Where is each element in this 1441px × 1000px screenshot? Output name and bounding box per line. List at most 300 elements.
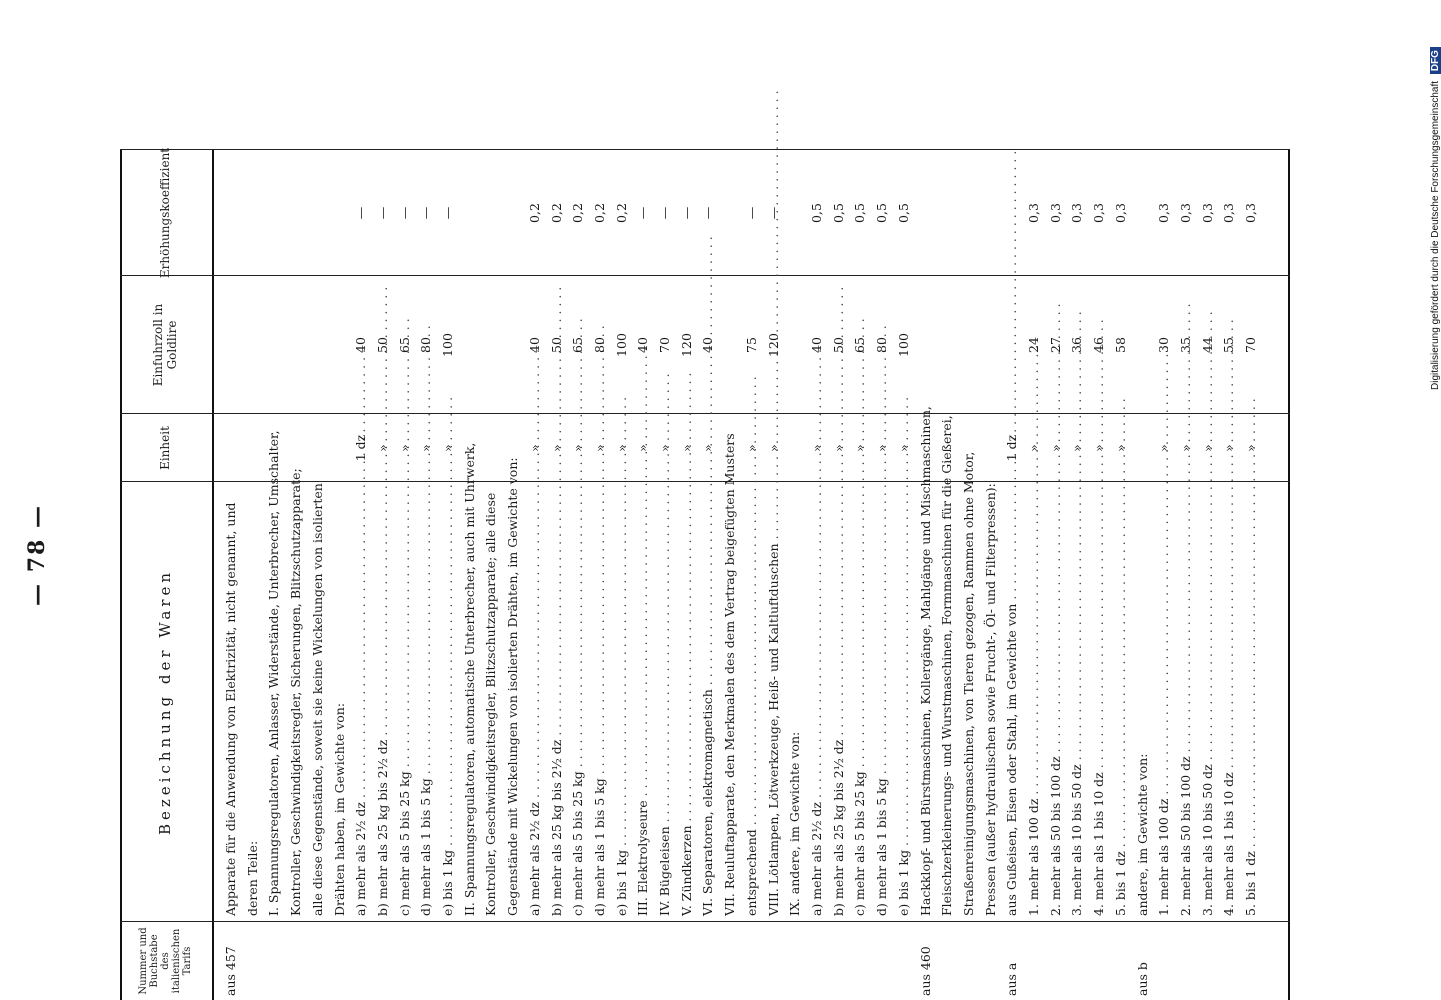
tariff-number — [567, 922, 589, 1000]
coefficient: 0,3 — [1243, 203, 1259, 223]
goods-description: c) mehr als 5 bis 25 kg . . . — [567, 482, 589, 922]
unit: » — [440, 444, 456, 452]
coefficient: — — [743, 206, 759, 220]
coefficient — [1001, 150, 1023, 276]
coefficient: — — [700, 206, 716, 220]
goods-description: a) mehr als 2½ dz . . . — [524, 482, 546, 922]
coefficient — [958, 150, 980, 276]
duty: 70 — [1243, 337, 1259, 353]
tariff-number — [1088, 922, 1110, 1000]
table-row — [1175, 150, 1197, 1000]
goods-description: VII. Reuluftapparate, den Merkmalen des dem Vertrag beigefügten Musters — [722, 433, 738, 916]
tariff-number — [806, 922, 828, 1000]
goods-description: Kontroller, Geschwindigkeitsregler, Blitzschutzapparate; alle diese — [483, 492, 499, 916]
goods-description: Hackklopf- und Bürstmaschinen, Kollergänge, Mahlgänge und Mischmaschinen, — [917, 406, 933, 916]
digitization-credit — [1430, 47, 1441, 390]
table-row — [719, 150, 741, 1000]
table-bottom-rule — [1288, 150, 1290, 1000]
duty: 36 — [1069, 337, 1085, 353]
tariff-number — [437, 922, 459, 1000]
tariff-number — [784, 922, 806, 1000]
duty — [1132, 276, 1154, 414]
header-bezeichnung: Bezeichnung der Waren — [156, 568, 174, 836]
table-row — [871, 150, 893, 1000]
table-row — [806, 150, 828, 1000]
duty — [307, 276, 329, 414]
duty: 70 — [657, 337, 673, 353]
table-row — [589, 150, 611, 1000]
unit: » — [374, 444, 390, 452]
tariff-number — [1045, 922, 1067, 1000]
coefficient — [307, 150, 329, 276]
tariff-number — [763, 922, 785, 1000]
goods-description: a) mehr als 2½ dz . . . — [806, 482, 828, 922]
duty: 65 — [396, 337, 412, 353]
goods-description: IX. andere, im Gewichte von: — [787, 731, 803, 916]
goods-description: 5. bis 1 dz . . . — [1240, 482, 1262, 922]
tariff-number — [1175, 922, 1197, 1000]
table-row — [654, 150, 676, 1000]
table-row — [546, 150, 568, 1000]
goods-description: 4. mehr als 1 bis 10 dz . . . — [1088, 482, 1110, 922]
unit: » — [657, 444, 673, 452]
coefficient: 0,3 — [1047, 203, 1063, 223]
table-row — [611, 150, 633, 1000]
tariff-number — [480, 922, 502, 1000]
coefficient: 0,3 — [1199, 203, 1215, 223]
table-row — [1110, 150, 1132, 1000]
duty: 24 — [1026, 337, 1042, 353]
tariff-number — [719, 922, 741, 1000]
tariff-number — [263, 922, 285, 1000]
coefficient: 0,3 — [1091, 203, 1107, 223]
goods-description: III. Elektrolyseure . . . — [632, 482, 654, 922]
goods-description: aus Gußeisen, Eisen oder Stahl, im Gewichte von . . . — [1001, 482, 1023, 922]
coefficient — [784, 150, 806, 276]
tariff-number — [1153, 922, 1175, 1000]
unit: » — [1047, 444, 1063, 452]
unit: » — [765, 444, 781, 452]
table-row — [784, 150, 806, 1000]
goods-description: e) bis 1 kg . . . — [437, 482, 459, 922]
table-row — [697, 150, 719, 1000]
unit: » — [1243, 444, 1259, 452]
unit: » — [1026, 444, 1042, 452]
coefficient — [220, 150, 242, 276]
table-row — [502, 150, 524, 1000]
coefficient: 0,2 — [526, 203, 542, 223]
header-koeffizient: Erhöhungskoeffizient — [158, 147, 172, 279]
unit: 1 dz — [353, 434, 369, 462]
table-row — [1045, 150, 1067, 1000]
duty: 100 — [895, 333, 911, 357]
coefficient: 0,3 — [1026, 203, 1042, 223]
coefficient: 0,2 — [570, 203, 586, 223]
tariff-number: aus 460 — [917, 946, 933, 996]
goods-description: b) mehr als 25 kg bis 2½ dz . . . — [372, 482, 394, 922]
goods-description: Gegenstände mit Wickelungen von isolierten Drähten, im Gewichte von: — [505, 457, 521, 916]
unit: » — [895, 444, 911, 452]
duty: 120 — [678, 333, 694, 357]
coefficient — [480, 150, 502, 276]
duty — [502, 276, 524, 414]
unit: » — [1112, 444, 1128, 452]
duty — [220, 276, 242, 414]
unit: » — [396, 444, 412, 452]
coefficient — [915, 150, 937, 276]
table-row — [220, 150, 242, 1000]
duty — [784, 276, 806, 414]
duty — [480, 276, 502, 414]
table-row — [958, 150, 980, 1000]
unit: » — [808, 444, 824, 452]
goods-description: e) bis 1 kg . . . — [893, 482, 915, 922]
duty: 27 — [1047, 337, 1063, 353]
coefficient: — — [765, 206, 781, 220]
table-row — [350, 150, 372, 1000]
tariff-number — [1066, 922, 1088, 1000]
table-row — [893, 150, 915, 1000]
tariff-number — [936, 922, 958, 1000]
unit: » — [1177, 444, 1193, 452]
tariff-number — [394, 922, 416, 1000]
unit: » — [678, 444, 694, 452]
duty: 35 — [1177, 337, 1193, 353]
duty — [329, 276, 351, 414]
tariff-number: aus 457 — [223, 946, 238, 996]
duty: 65 — [852, 337, 868, 353]
tariff-number: aus b — [1134, 962, 1150, 996]
goods-description: Fleischzerkleinerungs- und Wurstmaschinen, Formmaschinen für die Gießerei, — [939, 415, 955, 916]
goods-description: 2. mehr als 50 bis 100 dz . . . — [1175, 482, 1197, 922]
duty: 100 — [440, 333, 456, 357]
tariff-number — [871, 922, 893, 1000]
duty — [980, 276, 1002, 414]
table-row — [763, 150, 785, 1000]
coefficient — [719, 150, 741, 276]
coefficient: 0,3 — [1112, 203, 1128, 223]
unit — [285, 414, 307, 482]
duty: 55 — [1221, 337, 1237, 353]
duty: 50 — [830, 337, 846, 353]
duty — [936, 276, 958, 414]
tariff-number — [524, 922, 546, 1000]
table-row — [1240, 150, 1262, 1000]
goods-description: 1. mehr als 100 dz . . . — [1023, 482, 1045, 922]
unit: » — [1199, 444, 1215, 452]
coefficient — [936, 150, 958, 276]
unit — [958, 414, 980, 482]
table-row — [394, 150, 416, 1000]
dfg-logo: DFG — [1430, 47, 1441, 74]
unit: » — [1091, 444, 1107, 452]
table-row — [741, 150, 763, 1000]
table-row — [1066, 150, 1088, 1000]
goods-description: c) mehr als 5 bis 25 kg . . . — [849, 482, 871, 922]
coefficient — [285, 150, 307, 276]
goods-description: 4. mehr als 1 bis 10 dz . . . — [1218, 482, 1240, 922]
coefficient — [1132, 150, 1154, 276]
duty: 46 — [1091, 337, 1107, 353]
coefficient: 0,5 — [874, 203, 890, 223]
goods-description: d) mehr als 1 bis 5 kg . . . — [871, 482, 893, 922]
page-number: — 78 — — [24, 504, 50, 606]
coefficient: — — [374, 206, 390, 220]
goods-description: d) mehr als 1 bis 5 kg . . . — [415, 482, 437, 922]
goods-description: Drähten haben, im Gewichte von: — [331, 702, 347, 916]
table-row — [915, 150, 937, 1000]
duty: 80 — [591, 337, 607, 353]
unit: » — [418, 444, 434, 452]
goods-description: 1. mehr als 100 dz . . . — [1153, 482, 1175, 922]
coefficient: 0,5 — [852, 203, 868, 223]
unit: » — [830, 444, 846, 452]
table-body — [220, 150, 1262, 1000]
duty — [459, 276, 481, 414]
coefficient: — — [678, 206, 694, 220]
duty — [958, 276, 980, 414]
duty: 40 — [700, 337, 716, 353]
table-row — [1218, 150, 1240, 1000]
tariff-number — [546, 922, 568, 1000]
table-row — [263, 150, 285, 1000]
goods-description: Pressen (außer hydraulischen sowie Frucht-, Öl- und Filterpressen): — [982, 483, 998, 916]
unit: » — [570, 444, 586, 452]
table-row — [459, 150, 481, 1000]
unit — [936, 414, 958, 482]
tariff-number — [459, 922, 481, 1000]
table-row — [828, 150, 850, 1000]
coefficient: — — [440, 206, 456, 220]
coefficient — [329, 150, 351, 276]
tariff-number — [329, 922, 351, 1000]
tariff-number — [242, 922, 264, 1000]
unit: » — [613, 444, 629, 452]
goods-description: d) mehr als 1 bis 5 kg . . . — [589, 482, 611, 922]
unit: » — [1221, 444, 1237, 452]
duty: 80 — [874, 337, 890, 353]
coefficient: 0,5 — [830, 203, 846, 223]
duty: 30 — [1156, 337, 1172, 353]
tariff-number — [1023, 922, 1045, 1000]
duty — [915, 276, 937, 414]
duty: 44 — [1199, 337, 1215, 353]
goods-description: e) bis 1 kg . . . — [611, 482, 633, 922]
unit: » — [548, 444, 564, 452]
goods-description: II. Spannungsregulatoren, automatische Unterbrecher, auch mit Uhrwerk, — [461, 442, 477, 916]
coefficient: 0,2 — [548, 203, 564, 223]
goods-description: 2. mehr als 50 bis 100 dz . . . — [1045, 482, 1067, 922]
unit — [242, 414, 264, 482]
table-row — [849, 150, 871, 1000]
goods-description: V. Zündkerzen . . . — [676, 482, 698, 922]
tariff-number — [654, 922, 676, 1000]
goods-description: entsprechend . . . — [741, 482, 763, 922]
goods-description: IV. Bügeleisen . . . — [654, 482, 676, 922]
tariff-number — [372, 922, 394, 1000]
coefficient — [980, 150, 1002, 276]
tariff-number — [611, 922, 633, 1000]
tariff-number — [828, 922, 850, 1000]
duty: 50 — [548, 337, 564, 353]
duty: 75 — [743, 337, 759, 353]
coefficient: — — [396, 206, 412, 220]
tariff-number — [958, 922, 980, 1000]
coefficient: 0,3 — [1177, 203, 1193, 223]
table-row — [632, 150, 654, 1000]
unit: » — [852, 444, 868, 452]
table-row — [437, 150, 459, 1000]
coefficient: 0,2 — [613, 203, 629, 223]
unit: » — [1156, 444, 1172, 452]
tariff-number — [307, 922, 329, 1000]
unit: 1 dz — [1004, 434, 1020, 462]
goods-description: andere, im Gewichte von: — [1134, 753, 1150, 916]
table-row — [307, 150, 329, 1000]
duty — [719, 276, 741, 414]
coefficient: — — [353, 206, 369, 220]
duty — [263, 276, 285, 414]
unit: » — [591, 444, 607, 452]
unit — [1132, 414, 1154, 482]
table-row — [980, 150, 1002, 1000]
coefficient: — — [635, 206, 651, 220]
table-row — [480, 150, 502, 1000]
tariff-number — [350, 922, 372, 1000]
duty: 100 — [613, 333, 629, 357]
tariff-number — [741, 922, 763, 1000]
unit — [220, 414, 242, 482]
tariff-number — [893, 922, 915, 1000]
table-row — [936, 150, 958, 1000]
duty: 80 — [418, 337, 434, 353]
tariff-number — [697, 922, 719, 1000]
tariff-number — [980, 922, 1002, 1000]
tariff-number — [415, 922, 437, 1000]
tariff-number — [632, 922, 654, 1000]
coefficient — [502, 150, 524, 276]
duty — [285, 276, 307, 414]
duty: 40 — [353, 337, 369, 353]
coefficient: 0,3 — [1069, 203, 1085, 223]
goods-description: VI. Separatoren, elektromagnetisch . . . — [697, 482, 719, 922]
header-nummer: Nummer und Buchstabe des italienischen Tarifs — [137, 927, 193, 995]
duty — [1001, 276, 1023, 414]
unit: » — [700, 444, 716, 452]
table-row — [1132, 150, 1154, 1000]
table-row — [329, 150, 351, 1000]
goods-description: b) mehr als 25 kg bis 2½ dz . . . — [546, 482, 568, 922]
goods-description: Straßenreinigungsmaschinen, von Tieren gezogen, Rammen ohne Motor, — [960, 451, 976, 916]
table-row — [567, 150, 589, 1000]
goods-description: b) mehr als 25 kg bis 2½ dz . . . — [828, 482, 850, 922]
header-einheit: Einheit — [158, 426, 172, 470]
duty: 58 — [1112, 337, 1128, 353]
table-row — [676, 150, 698, 1000]
table-row — [242, 150, 264, 1000]
tariff-number — [1110, 922, 1132, 1000]
unit — [480, 414, 502, 482]
table-header-rule — [212, 150, 214, 1000]
goods-description: I. Spannungsregulatoren, Anlasser, Widerstände, Unterbrecher, Umschalter, — [266, 430, 282, 916]
unit — [459, 414, 481, 482]
unit — [915, 414, 937, 482]
goods-description: 3. mehr als 10 bis 50 dz . . . — [1197, 482, 1219, 922]
goods-description: a) mehr als 2½ dz . . . — [350, 482, 372, 922]
goods-description: alle diese Gegenstände, soweit sie keine Wickelungen von isolierten — [309, 483, 325, 916]
unit — [502, 414, 524, 482]
unit — [263, 414, 285, 482]
coefficient: — — [657, 206, 673, 220]
table-row — [1197, 150, 1219, 1000]
tariff-number — [849, 922, 871, 1000]
goods-description: VIII. Lötlampen, Lötwerkzeuge, Heiß- und Kaltluftduschen . . . — [763, 482, 785, 922]
tariff-number — [1240, 922, 1262, 1000]
goods-description: deren Teile: — [244, 840, 260, 916]
coefficient: 0,3 — [1156, 203, 1172, 223]
goods-description: c) mehr als 5 bis 25 kg . . . — [394, 482, 416, 922]
unit — [329, 414, 351, 482]
coefficient: 0,2 — [591, 203, 607, 223]
unit: » — [635, 444, 651, 452]
duty: 40 — [808, 337, 824, 353]
table-row — [372, 150, 394, 1000]
duty — [242, 276, 264, 414]
table-row — [1023, 150, 1045, 1000]
duty: 40 — [635, 337, 651, 353]
unit — [784, 414, 806, 482]
tariff-number — [1218, 922, 1240, 1000]
coefficient — [263, 150, 285, 276]
goods-description: 5. bis 1 dz . . . — [1110, 482, 1132, 922]
table-row — [524, 150, 546, 1000]
unit — [719, 414, 741, 482]
table-row — [1153, 150, 1175, 1000]
coefficient — [459, 150, 481, 276]
unit: » — [874, 444, 890, 452]
unit — [307, 414, 329, 482]
coefficient: 0,5 — [808, 203, 824, 223]
table-row — [285, 150, 307, 1000]
duty: 40 — [526, 337, 542, 353]
tariff-number — [589, 922, 611, 1000]
coefficient: 0,5 — [895, 203, 911, 223]
rotated-table — [24, 100, 1300, 1000]
unit: » — [526, 444, 542, 452]
table-row — [1088, 150, 1110, 1000]
unit — [980, 414, 1002, 482]
goods-description: Apparate für die Anwendung von Elektrizität, nicht genannt, und — [223, 502, 238, 916]
goods-description: Kontroller, Geschwindigkeitsregler, Sicherungen, Blitzschutzapparate; — [288, 468, 304, 916]
unit: » — [743, 444, 759, 452]
unit: » — [1069, 444, 1085, 452]
table-row — [1001, 150, 1023, 1000]
coefficient: 0,3 — [1221, 203, 1237, 223]
duty: 120 — [765, 333, 781, 357]
tariff-number — [285, 922, 307, 1000]
header-zoll: Einfuhrzoll in Goldlire — [151, 303, 179, 387]
coefficient: — — [418, 206, 434, 220]
tariff-number — [676, 922, 698, 1000]
credit-text: Digitalisierung gefördert durch die Deutsche Forschungsgemeinschaft — [1430, 80, 1441, 390]
table-row — [415, 150, 437, 1000]
duty: 65 — [570, 337, 586, 353]
duty: 50 — [374, 337, 390, 353]
tariff-number: aus a — [1004, 962, 1020, 996]
coefficient — [242, 150, 264, 276]
goods-description: 3. mehr als 10 bis 50 dz . . . — [1066, 482, 1088, 922]
tariff-number — [1197, 922, 1219, 1000]
